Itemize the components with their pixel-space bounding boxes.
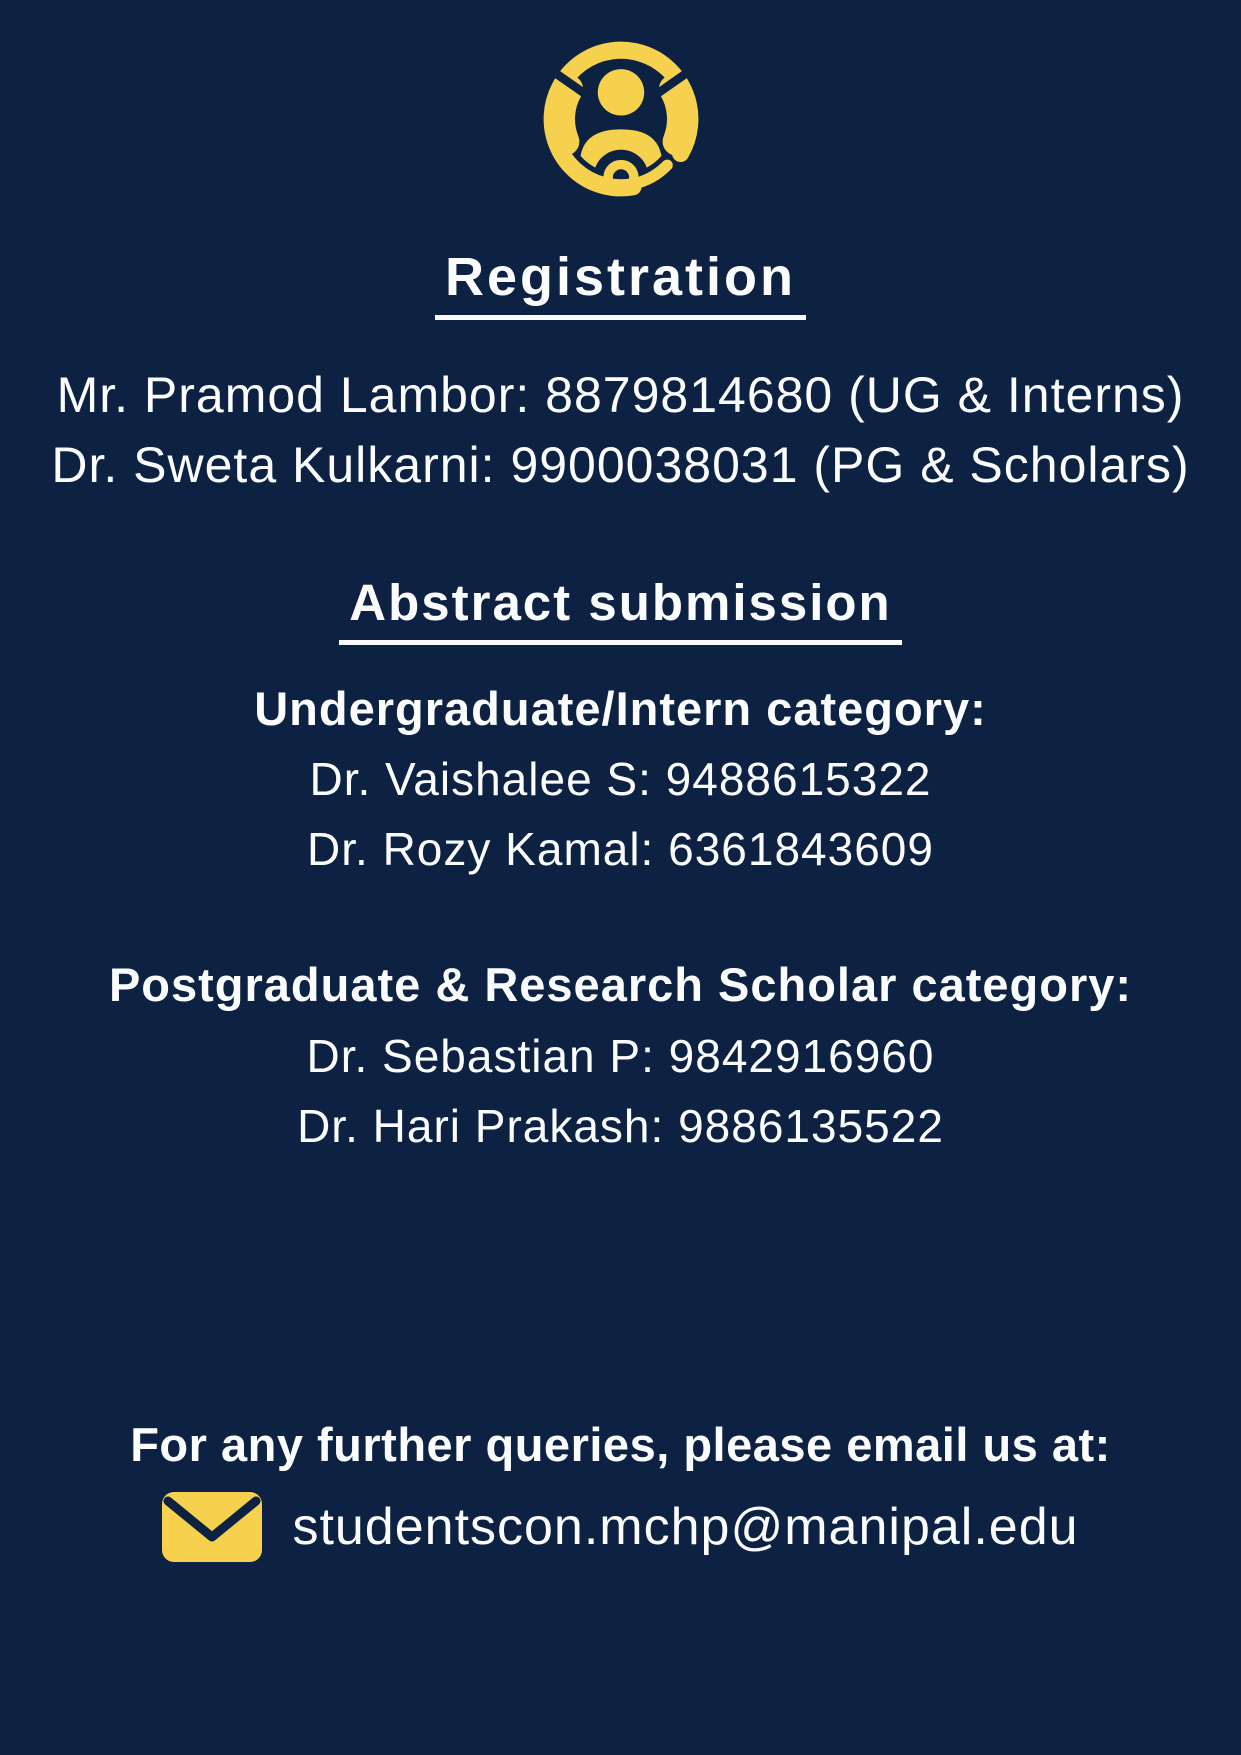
registration-contact-line: Mr. Pramod Lambor: 8879814680 (UG & Interns) (56, 367, 1185, 423)
postgraduate-category-contacts (0, 1021, 1241, 1161)
undergraduate-category-contacts (0, 744, 1241, 884)
registration-contact-line: Dr. Sweta Kulkarni: 9900038031 (PG & Scholars) (51, 437, 1190, 493)
postgraduate-category-heading: Postgraduate & Research Scholar category: (108, 958, 1133, 1011)
query-prompt: For any further queries, please email us at: (130, 1418, 1111, 1471)
registration-title (0, 246, 1241, 320)
email-row (0, 1492, 1241, 1562)
category-contact-line: Dr. Hari Prakash: 9886135522 (297, 1100, 944, 1152)
envelope-icon (162, 1492, 262, 1562)
abstract-submission-title-text: Abstract submission (339, 574, 901, 645)
category-contact-line: Dr. Sebastian P: 9842916960 (306, 1030, 935, 1082)
registration-title-text: Registration (435, 246, 806, 320)
undergraduate-category-heading: Undergraduate/Intern category: (254, 682, 987, 735)
email-address: studentscon.mchp@manipal.edu (292, 1498, 1079, 1556)
abstract-submission-title (0, 574, 1241, 645)
registration-contacts (0, 360, 1241, 500)
support-agent-icon (535, 33, 707, 205)
category-contact-line: Dr. Rozy Kamal: 6361843609 (307, 823, 934, 875)
category-contact-line: Dr. Vaishalee S: 9488615322 (309, 753, 932, 805)
